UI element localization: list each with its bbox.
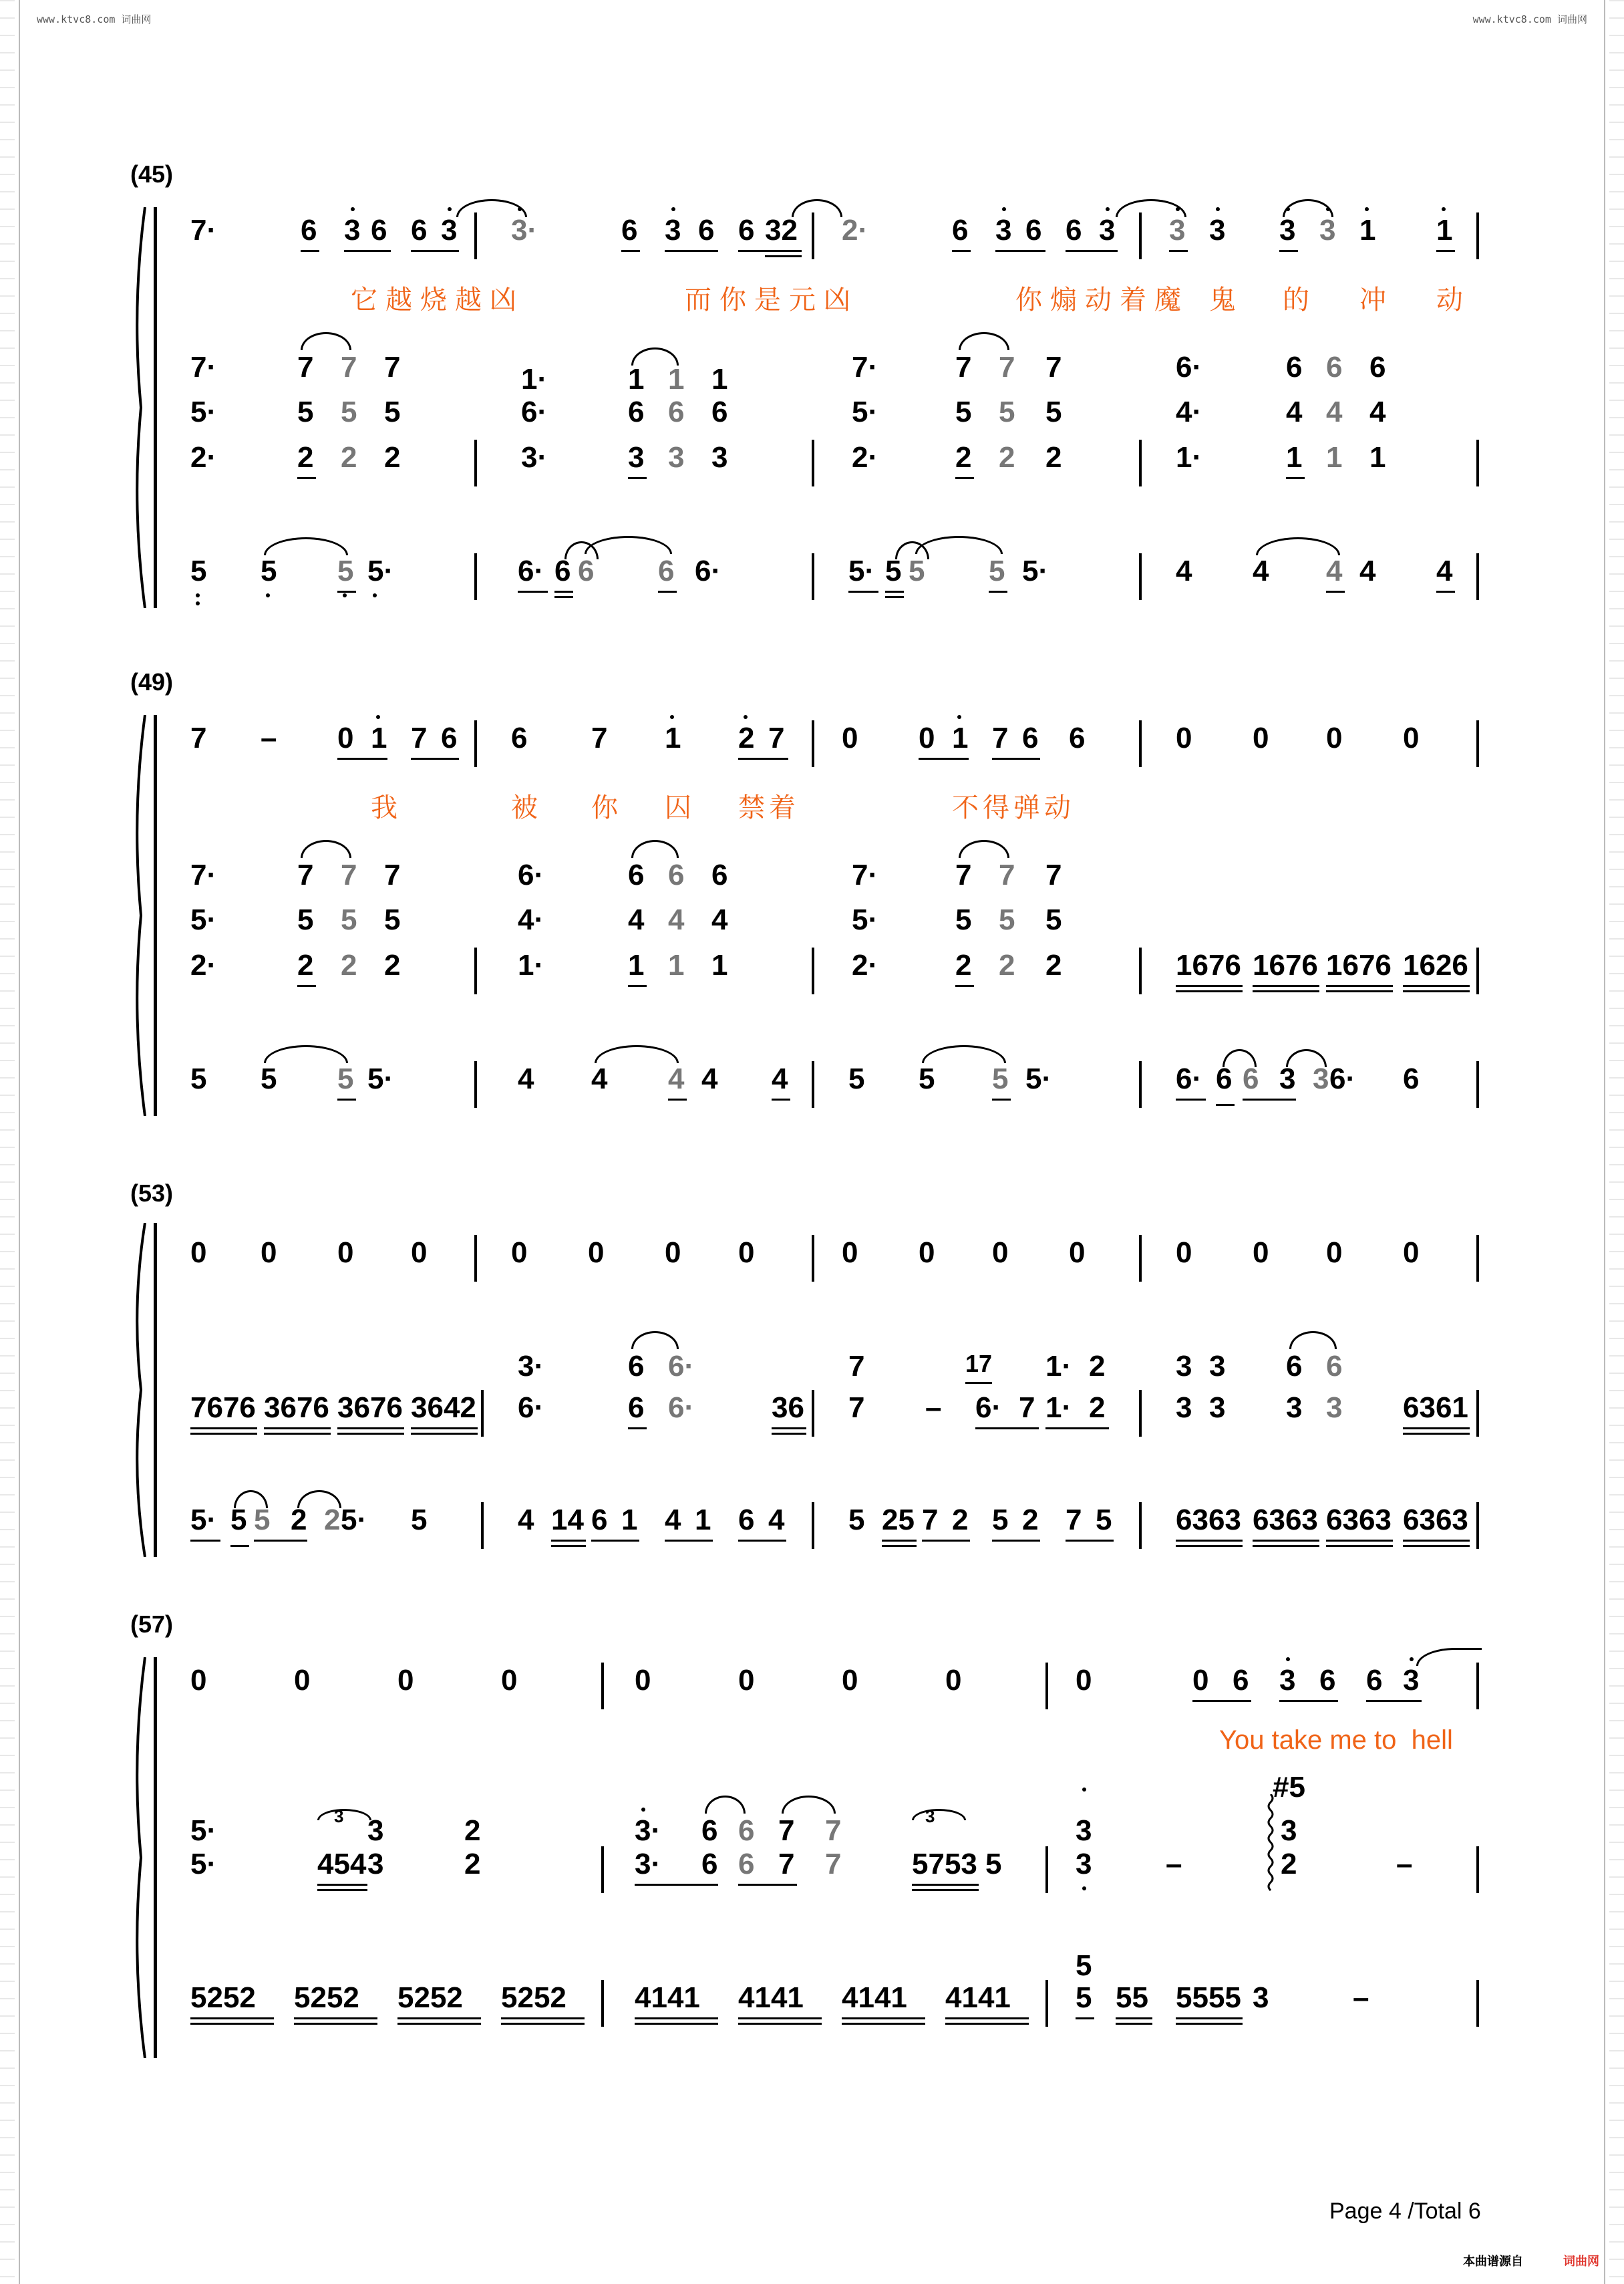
lyrics-row: 我 被 你 囚 禁着 不得弹动 xyxy=(371,793,1075,823)
chord-row-low: 2· 2 2 2 3· 3 3 3 2· 2 2 2 1· 1 1 1 xyxy=(190,434,1480,494)
system-label: (49) xyxy=(130,668,174,696)
arpeggio-icon xyxy=(1266,1794,1275,1898)
system-bar xyxy=(154,1223,157,1557)
system-brace xyxy=(130,1223,149,1557)
bass-row: 5 5 5 5· 6· 6 6 6 6· 5· 5 5 5 5· 4 4 4 4 4 xyxy=(190,548,1480,608)
chord-row-top: 5· 3 3 2 3· 6 6 7 7 3 3 #5 3 xyxy=(190,1771,1305,1847)
system-bar xyxy=(154,207,157,608)
score-system-1 xyxy=(130,194,1493,621)
source-logo: 词曲网 xyxy=(1563,2255,1599,2268)
system-brace xyxy=(130,1657,149,2058)
melody-row: 0 0 0 0 0 0 0 0 0 0 0 0 0 0 0 0 xyxy=(190,1230,1480,1290)
melody-row: 0 0 0 0 0 0 0 0 0 0 6 3 6 6 3 xyxy=(190,1657,1480,1717)
system-brace xyxy=(130,715,149,1116)
melody-row: 7· 6 3 6 6 3 3· 6 3 6 6 32 2· 6 3 6 6 3 3 3 3 3 1 1 xyxy=(190,207,1480,267)
bass-row: 5 5252 5252 5252 5252 4141 4141 4141 4141 5 55 5555 3 – xyxy=(190,1975,1480,2035)
header-site-right: www.ktvc8.com 词曲网 xyxy=(1472,13,1587,25)
chord-row-mid: 5· 5 5 5 4· 4 4 4 5· 5 5 5 xyxy=(190,903,1062,936)
left-page-border xyxy=(19,0,20,2284)
right-page-border xyxy=(1604,0,1605,2284)
chord-row-mid: 5· 5 5 5 6· 6 6 6 5· 5 5 5 4· 4 4 4 xyxy=(190,396,1386,428)
system-brace xyxy=(130,207,149,608)
system-label: (45) xyxy=(130,160,174,188)
system-label: (53) xyxy=(130,1179,174,1207)
source-label: 本曲谱源自 xyxy=(1463,2255,1523,2268)
lyrics-row: 它越烧越凶 而你是元凶 你煽动着魔 鬼 的 冲 动 xyxy=(351,285,1463,315)
score-system-4 xyxy=(130,1644,1493,2072)
bass-row: 5· 5 5 2 2 5· 5 4 14 6 1 4 1 6 4 5 25 7 2 5 2 7 5 6363 6363 6363 6363 xyxy=(190,1497,1480,1557)
system-bar xyxy=(154,1657,157,2058)
chord-row-top: 3· 6 6· 7 17 1· 2 3 3 6 6 xyxy=(190,1343,1480,1403)
header-site-left: www.ktvc8.com 词曲网 xyxy=(37,13,152,25)
score-system-3 xyxy=(130,1209,1493,1564)
bass-row: 5 5 5 5· 4 4 4 4 4 5 5 5 5· 6· 6 6 3 3 6· 6 xyxy=(190,1056,1480,1116)
lyrics-row: You take me to hell xyxy=(1219,1725,1453,1755)
chord-row-low: 2· 2 2 2 1· 1 1 1 2· 2 2 2 1676 1676 1676 1626 xyxy=(190,942,1480,1002)
score-system-2 xyxy=(130,702,1493,1129)
left-margin-decoration xyxy=(0,0,15,2284)
chord-row-mid: 5· 454 3 2 3· 6 6 7 7 5753 5 3 – 2 – xyxy=(190,1841,1480,1901)
system-label: (57) xyxy=(130,1610,174,1638)
chord-row-top: 7· 7 7 7 6· 6 6 6 7· 7 7 7 xyxy=(190,852,1480,912)
page-number: Page 4 /Total 6 xyxy=(1329,2198,1481,2224)
melody-row: 7 – 0 1 7 6 6 7 1 2 7 0 0 1 7 6 6 0 0 0 0 xyxy=(190,715,1480,775)
chord-row-low: 7676 3676 3676 3642 6· 6 6· 36 7 – 6· 7 1· 2 3 3 3 3 6361 xyxy=(190,1385,1480,1445)
right-margin-decoration xyxy=(1609,0,1624,2284)
chord-row-top: 7· 7 7 7 1· 1 1 1 7· 7 7 7 6· 6 6 6 xyxy=(190,344,1480,404)
system-bar xyxy=(154,715,157,1116)
